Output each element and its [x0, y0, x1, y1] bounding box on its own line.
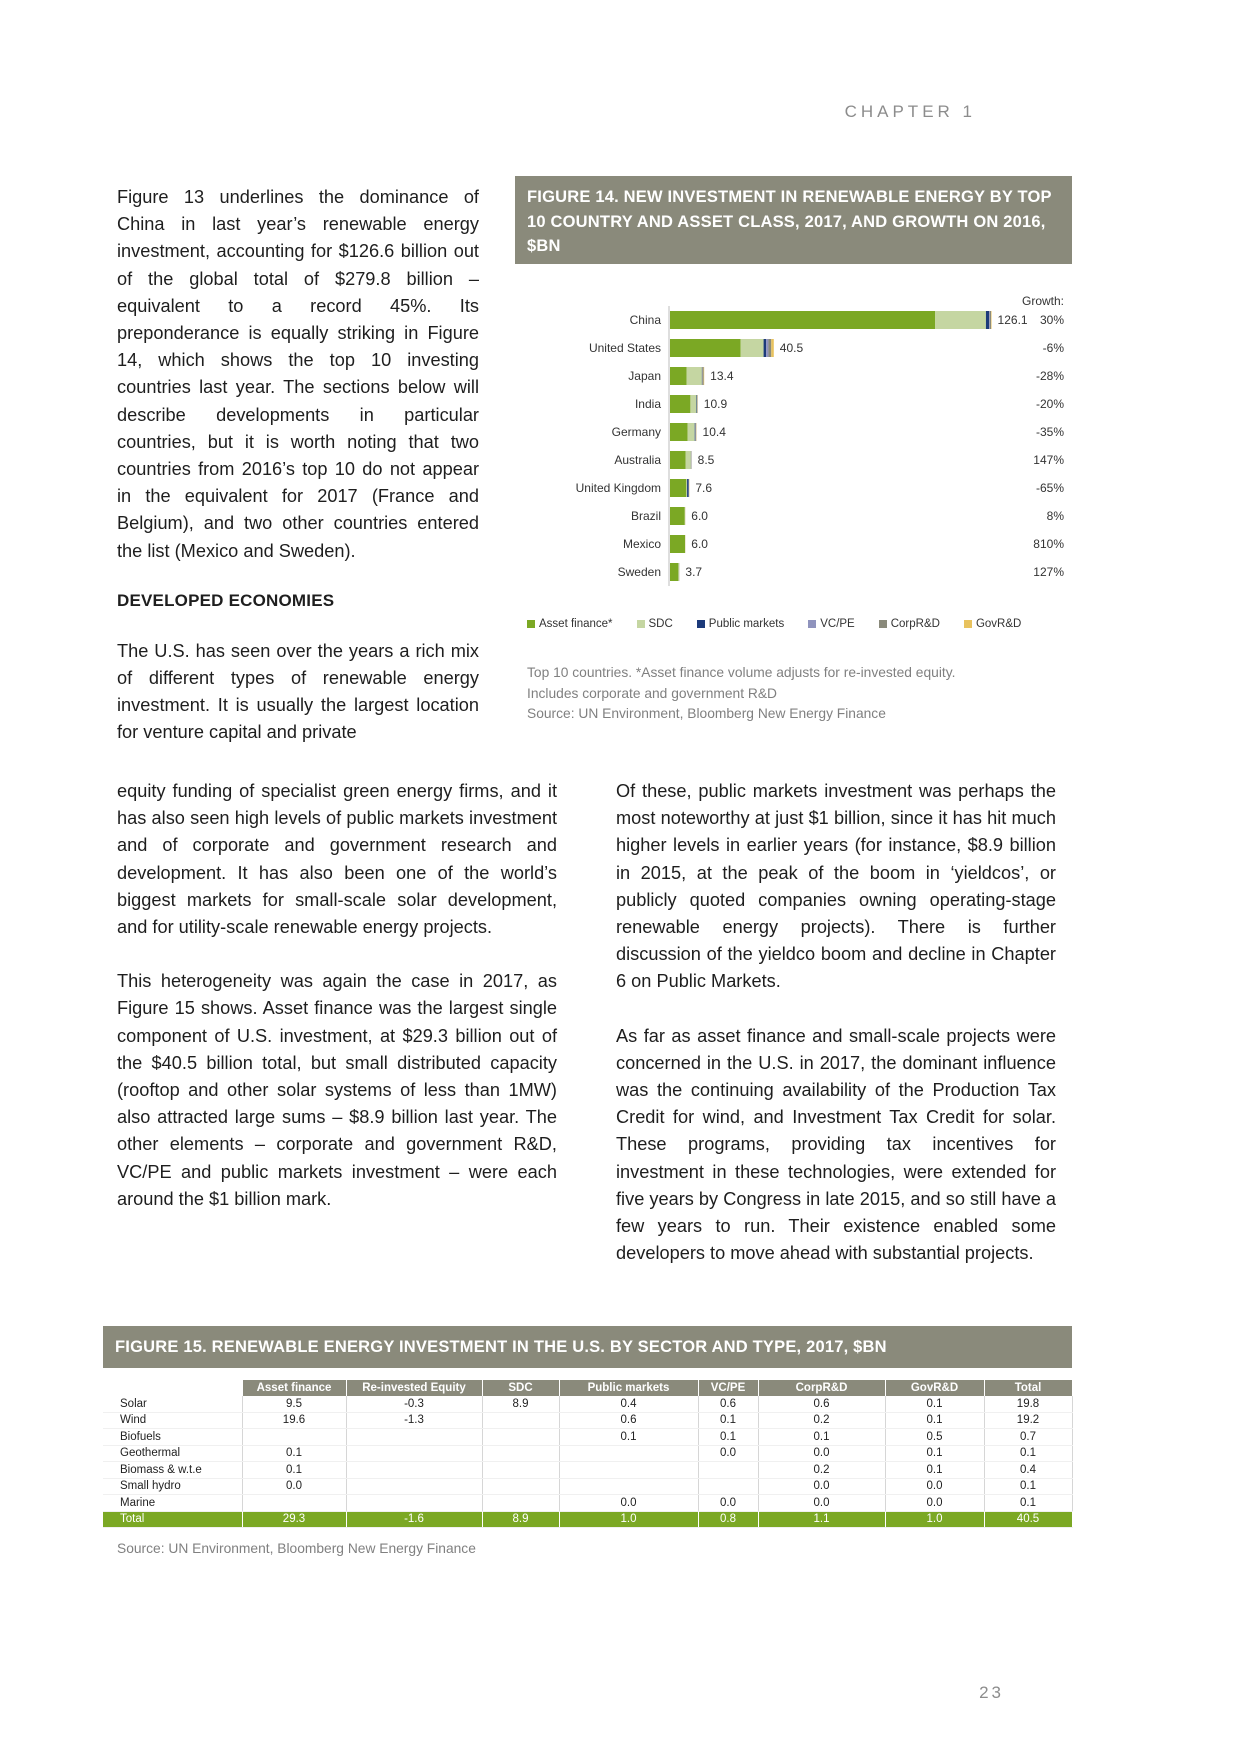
table-cell [482, 1412, 559, 1429]
category-label: Sweden [617, 565, 661, 579]
bar-segment [697, 395, 698, 413]
total-label: 126.1 [997, 313, 1028, 327]
bar-segment [686, 451, 691, 469]
total-label: 10.4 [702, 425, 726, 439]
table-cell: 1.0 [559, 1511, 698, 1528]
total-label: 6.0 [691, 537, 708, 551]
growth-label: 8% [1046, 509, 1064, 523]
legend-label: Public markets [708, 618, 785, 630]
category-label: Japan [628, 369, 661, 383]
table-cell [559, 1462, 698, 1479]
table-column-header: Public markets [559, 1380, 698, 1396]
table-row [103, 1412, 1072, 1429]
table-row [103, 1445, 1072, 1462]
table-cell: 0.0 [559, 1495, 698, 1512]
table-cell: 0.4 [984, 1462, 1072, 1479]
bar-segment [687, 367, 702, 385]
table-cell: 0.1 [559, 1429, 698, 1446]
legend-swatch [879, 620, 887, 628]
legend-item [637, 618, 673, 630]
table-cell: -1.6 [346, 1511, 482, 1528]
table-column-header: VC/PE [698, 1380, 758, 1396]
legend-label: CorpR&D [890, 618, 940, 630]
intro-paragraph: Figure 13 underlines the dominance of China in last year’s renewable energy investment, accounting for $126.6 billion out of the global total of $279.8 billion – equivalent to a record 45%. Its preponderance is equally striking in Figure 14, which shows the top 10 investing countries last year. The sections below will describe developments in particular countries, but it is worth noting that two countries from 2016’s top 10 do not appear in the equivalent for 2017 (France and Belgium), and two other countries entered the list (Mexico and Sweden). [117, 187, 479, 561]
table-cell: 0.0 [758, 1445, 885, 1462]
bar-segment [766, 339, 768, 357]
table-cell: 40.5 [984, 1511, 1072, 1528]
table-cell: 9.5 [242, 1396, 346, 1412]
table-cell: 19.8 [984, 1396, 1072, 1412]
table-cell: 0.0 [698, 1495, 758, 1512]
table-row [103, 1396, 1072, 1412]
growth-label: -28% [1035, 369, 1064, 383]
row-label: Wind [103, 1412, 242, 1429]
total-label: 6.0 [691, 509, 708, 523]
table-cell [482, 1495, 559, 1512]
table-column-header: Total [984, 1380, 1072, 1396]
legend-label: Asset finance* [539, 618, 613, 630]
chapter-label: CHAPTER 1 [844, 102, 976, 121]
heterogeneity-paragraph: This heterogeneity was again the case in 2017, as Figure 15 shows. Asset finance was the largest single component of U.S. investment, at $29.3 billion out of the $40.5 billion total, but small distributed capacity (rooftop and other solar systems of less than 1MW) also attracted large sums – $8.9 billion last year. The other elements – corporate and government R&D, VC/PE and public markets investment – were each around the $1 billion mark. [117, 971, 557, 1209]
table-cell: 0.4 [559, 1396, 698, 1412]
legend-swatch [964, 620, 972, 628]
bar-segment [935, 311, 986, 329]
total-label: 40.5 [779, 341, 804, 355]
table-cell: 1.0 [885, 1511, 984, 1528]
table-cell: 0.8 [698, 1511, 758, 1528]
bar-segment [990, 311, 991, 329]
table-column-header: Re-invested Equity [346, 1380, 482, 1396]
row-label: Biofuels [103, 1429, 242, 1446]
table-cell: -0.3 [346, 1396, 482, 1412]
total-label: 8.5 [697, 453, 715, 467]
table-cell: 0.1 [242, 1445, 346, 1462]
table-row [103, 1429, 1072, 1446]
table-cell [698, 1478, 758, 1495]
bar-segment [670, 535, 685, 553]
legend-label: GovR&D [975, 618, 1022, 630]
table-cell: 1.1 [758, 1511, 885, 1528]
bar-segment [771, 339, 774, 357]
table-column-header: GovR&D [885, 1380, 984, 1396]
bar-segment [989, 311, 990, 329]
legend-swatch [697, 620, 705, 628]
table-cell: -1.3 [346, 1412, 482, 1429]
table-cell: 0.1 [758, 1429, 885, 1446]
bar-segment [670, 423, 688, 441]
legend-swatch [527, 620, 535, 628]
category-label: United Kingdom [575, 481, 661, 495]
category-label: China [629, 313, 661, 327]
bar-segment [670, 311, 935, 329]
growth-label: -35% [1035, 425, 1064, 439]
legend-item [527, 618, 613, 630]
table-column-header: Asset finance [242, 1380, 346, 1396]
bar-segment [768, 339, 771, 357]
bar-segment [688, 423, 695, 441]
figure-14-caption [527, 663, 1067, 725]
table-cell [559, 1445, 698, 1462]
row-label: Solar [103, 1396, 242, 1412]
figure-15-source: Source: UN Environment, Bloomberg New Energy Finance [117, 1541, 476, 1556]
caption-line-2: Includes corporate and government R&D [527, 685, 778, 701]
growth-label: -6% [1042, 341, 1064, 355]
table-cell [482, 1462, 559, 1479]
figure-15-title: FIGURE 15. RENEWABLE ENERGY INVESTMENT IN THE U.S. BY SECTOR AND TYPE, 2017, $BN [103, 1326, 1072, 1368]
bar-segment [670, 507, 685, 525]
table-cell: 0.1 [885, 1445, 984, 1462]
category-label: United States [588, 341, 661, 355]
bar-segment [670, 395, 690, 413]
table-cell: 0.1 [984, 1495, 1072, 1512]
growth-label: 127% [1033, 565, 1064, 579]
table-cell [346, 1445, 482, 1462]
row-label: Marine [103, 1495, 242, 1512]
bar-segment [670, 339, 741, 357]
table-cell: 19.2 [984, 1412, 1072, 1429]
bar-segment [704, 367, 705, 385]
bar-segment [702, 367, 703, 385]
table-cell: 0.1 [242, 1462, 346, 1479]
right-column [616, 778, 1056, 1267]
table-cell [346, 1478, 482, 1495]
table-cell [346, 1429, 482, 1446]
bar-segment [687, 479, 689, 497]
legend-label: VC/PE [820, 618, 855, 630]
page-number: 23 [979, 1683, 1004, 1702]
category-label: Germany [611, 425, 661, 439]
table-cell: 0.1 [698, 1412, 758, 1429]
growth-label: 810% [1033, 537, 1064, 551]
table-cell: 0.1 [984, 1478, 1072, 1495]
figure-14-title: FIGURE 14. NEW INVESTMENT IN RENEWABLE ENERGY BY TOP 10 COUNTRY AND ASSET CLASS, 2017, AND GROWTH ON 2016, $BN [515, 176, 1072, 264]
bar-segment [991, 311, 992, 329]
table-cell: 0.6 [758, 1396, 885, 1412]
table-cell [242, 1495, 346, 1512]
figure-14-chart [515, 285, 1072, 615]
total-label: 13.4 [710, 369, 734, 383]
legend-item [964, 618, 1021, 630]
bar-segment [741, 339, 764, 357]
table-cell: 29.3 [242, 1511, 346, 1528]
table-cell: 0.0 [885, 1478, 984, 1495]
category-label: Mexico [622, 537, 661, 551]
chart-legend [527, 618, 1021, 630]
table-cell: 0.0 [242, 1478, 346, 1495]
legend-swatch [637, 620, 645, 628]
legend-label: SDC [648, 618, 673, 630]
bar-segment [678, 563, 679, 581]
bar-segment [695, 423, 696, 441]
table-cell: 0.5 [885, 1429, 984, 1446]
bar-segment [764, 339, 767, 357]
table-cell: 0.1 [698, 1429, 758, 1446]
growth-label: 147% [1033, 453, 1064, 467]
bar-segment [670, 563, 678, 581]
table-cell [559, 1478, 698, 1495]
category-label: India [634, 397, 661, 411]
table-cell: 0.2 [758, 1462, 885, 1479]
figure-14-source: Source: UN Environment, Bloomberg New Energy Finance [527, 706, 886, 721]
row-label: Geothermal [103, 1445, 242, 1462]
legend-item [808, 618, 855, 630]
bar-segment [670, 451, 686, 469]
table-cell: 0.1 [885, 1462, 984, 1479]
public-markets-paragraph: Of these, public markets investment was perhaps the most noteworthy at just $1 billion, since it has hit much higher levels in earlier years (for instance, $8.9 billion in 2015, at the peak of the boom in ‘yieldcos’, or publicly quoted companies owning operating-stage renewable energy projects). There is further discussion of the yieldco boom and decline in Chapter 6 on Public Markets. [616, 781, 1056, 992]
section-heading: DEVELOPED ECONOMIES [117, 590, 335, 610]
table-cell [346, 1495, 482, 1512]
bar-segment [696, 423, 697, 441]
bar-segment [670, 479, 686, 497]
table-cell: 0.6 [698, 1396, 758, 1412]
legend-item [879, 618, 940, 630]
category-label: Australia [614, 453, 661, 467]
row-label: Small hydro [103, 1478, 242, 1495]
table-cell: 0.1 [885, 1412, 984, 1429]
total-label: 3.7 [685, 565, 703, 579]
left-column-bottom [117, 778, 557, 1213]
table-column-header: SDC [482, 1380, 559, 1396]
category-label: Brazil [630, 509, 661, 523]
bar-segment [690, 395, 696, 413]
figure-15-table [103, 1380, 1073, 1528]
table-cell: 0.0 [758, 1478, 885, 1495]
table-cell [242, 1429, 346, 1446]
table-cell [482, 1429, 559, 1446]
table-total-row [103, 1511, 1072, 1528]
growth-label: -65% [1035, 481, 1064, 495]
table-row [103, 1478, 1072, 1495]
table-column-header: CorpR&D [758, 1380, 885, 1396]
bar-segment [686, 479, 687, 497]
total-label: 7.6 [695, 481, 713, 495]
table-row [103, 1462, 1072, 1479]
legend-swatch [808, 620, 816, 628]
table-cell [698, 1462, 758, 1479]
table-cell [482, 1478, 559, 1495]
table-cell: 0.0 [698, 1445, 758, 1462]
total-label: 10.9 [703, 397, 728, 411]
us-paragraph-start: The U.S. has seen over the years a rich mix of different types of renewable energy investment. It is usually the largest location for venture capital and private [117, 640, 479, 743]
growth-label: -20% [1035, 397, 1064, 411]
table-cell: 0.7 [984, 1429, 1072, 1446]
table-cell: 19.6 [242, 1412, 346, 1429]
table-cell: 0.0 [758, 1495, 885, 1512]
bar-segment [670, 367, 687, 385]
table-cell: 0.2 [758, 1412, 885, 1429]
table-cell: 8.9 [482, 1396, 559, 1412]
table-cell: 0.0 [885, 1495, 984, 1512]
legend-item [697, 618, 784, 630]
table-cell: 0.1 [984, 1445, 1072, 1462]
bar-segment [986, 311, 989, 329]
table-cell [482, 1445, 559, 1462]
growth-label: 30% [1039, 313, 1064, 327]
table-row [103, 1495, 1072, 1512]
table-column-header [103, 1380, 242, 1396]
left-column-top [117, 184, 479, 747]
table-cell: 0.1 [885, 1396, 984, 1412]
row-label: Biomass & w.t.e [103, 1462, 242, 1479]
tax-credit-paragraph: As far as asset finance and small-scale projects were concerned in the U.S. in 2017, the dominant influence was the continuing availability of the Production Tax Credit for wind, and Investment Tax Credit for solar. These programs, providing tax incentives for investment in these technologies, were extended for five years by Congress in late 2015, and so still have a few years to run. Their existence enabled some developers to move ahead with substantial projects. [616, 1025, 1056, 1264]
us-paragraph-continued: equity funding of specialist green energy firms, and it has also seen high levels of public markets investment and of corporate and government research and development. It has also been one of the world’s biggest markets for small-scale solar development, and for utility-scale renewable energy projects. [117, 781, 557, 938]
growth-header: Growth: [1021, 294, 1064, 308]
table-cell [346, 1462, 482, 1479]
table-cell: 0.6 [559, 1412, 698, 1429]
row-label: Total [103, 1511, 242, 1528]
caption-line-1: Top 10 countries. *Asset finance volume adjusts for re-invested equity. [527, 665, 956, 680]
table-cell: 8.9 [482, 1511, 559, 1528]
